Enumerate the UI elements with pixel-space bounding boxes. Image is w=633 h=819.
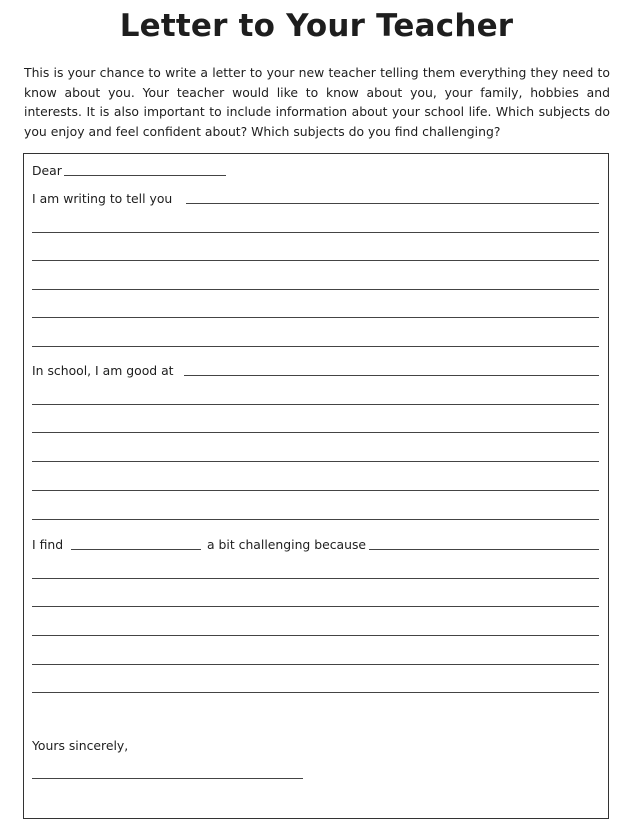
writing-line[interactable] xyxy=(32,490,599,491)
writing-line[interactable] xyxy=(32,461,599,462)
writing-line[interactable] xyxy=(32,432,599,433)
writing-line[interactable] xyxy=(184,375,599,376)
writing-line[interactable] xyxy=(32,317,599,318)
writing-line[interactable] xyxy=(186,203,599,204)
writing-line[interactable] xyxy=(32,232,599,233)
greeting-label: Dear xyxy=(32,163,66,179)
signature-line[interactable] xyxy=(32,778,303,779)
writing-line[interactable] xyxy=(32,519,599,520)
writing-line[interactable] xyxy=(32,578,599,579)
writing-line[interactable] xyxy=(32,692,599,693)
letter-box xyxy=(23,153,609,819)
writing-line[interactable] xyxy=(32,664,599,665)
writing-line[interactable] xyxy=(32,635,599,636)
page-title: Letter to Your Teacher xyxy=(119,8,514,44)
recipient-name-line[interactable] xyxy=(64,175,226,176)
writing-line[interactable] xyxy=(32,346,599,347)
good-at-prompt-label: In school, I am good at xyxy=(32,363,178,379)
challenging-prompt-label: a bit challenging because xyxy=(207,537,370,553)
closing-label: Yours sincerely, xyxy=(32,738,132,754)
writing-line[interactable] xyxy=(32,260,599,261)
intro-paragraph: This is your chance to write a letter to your new teacher telling them everything they need to know about you. Your teacher would like to know about you, your family, hobbies and interests. It is also important to include information about your school life. Which subjects do you enjoy and feel confident about? Which subjects do you find challenging? xyxy=(24,65,610,139)
writing-prompt-label: I am writing to tell you xyxy=(32,191,176,207)
writing-line[interactable] xyxy=(369,549,599,550)
writing-line[interactable] xyxy=(32,289,599,290)
writing-line[interactable] xyxy=(32,606,599,607)
writing-line[interactable] xyxy=(32,404,599,405)
find-prompt-label: I find xyxy=(32,537,67,553)
subject-line[interactable] xyxy=(71,549,201,550)
